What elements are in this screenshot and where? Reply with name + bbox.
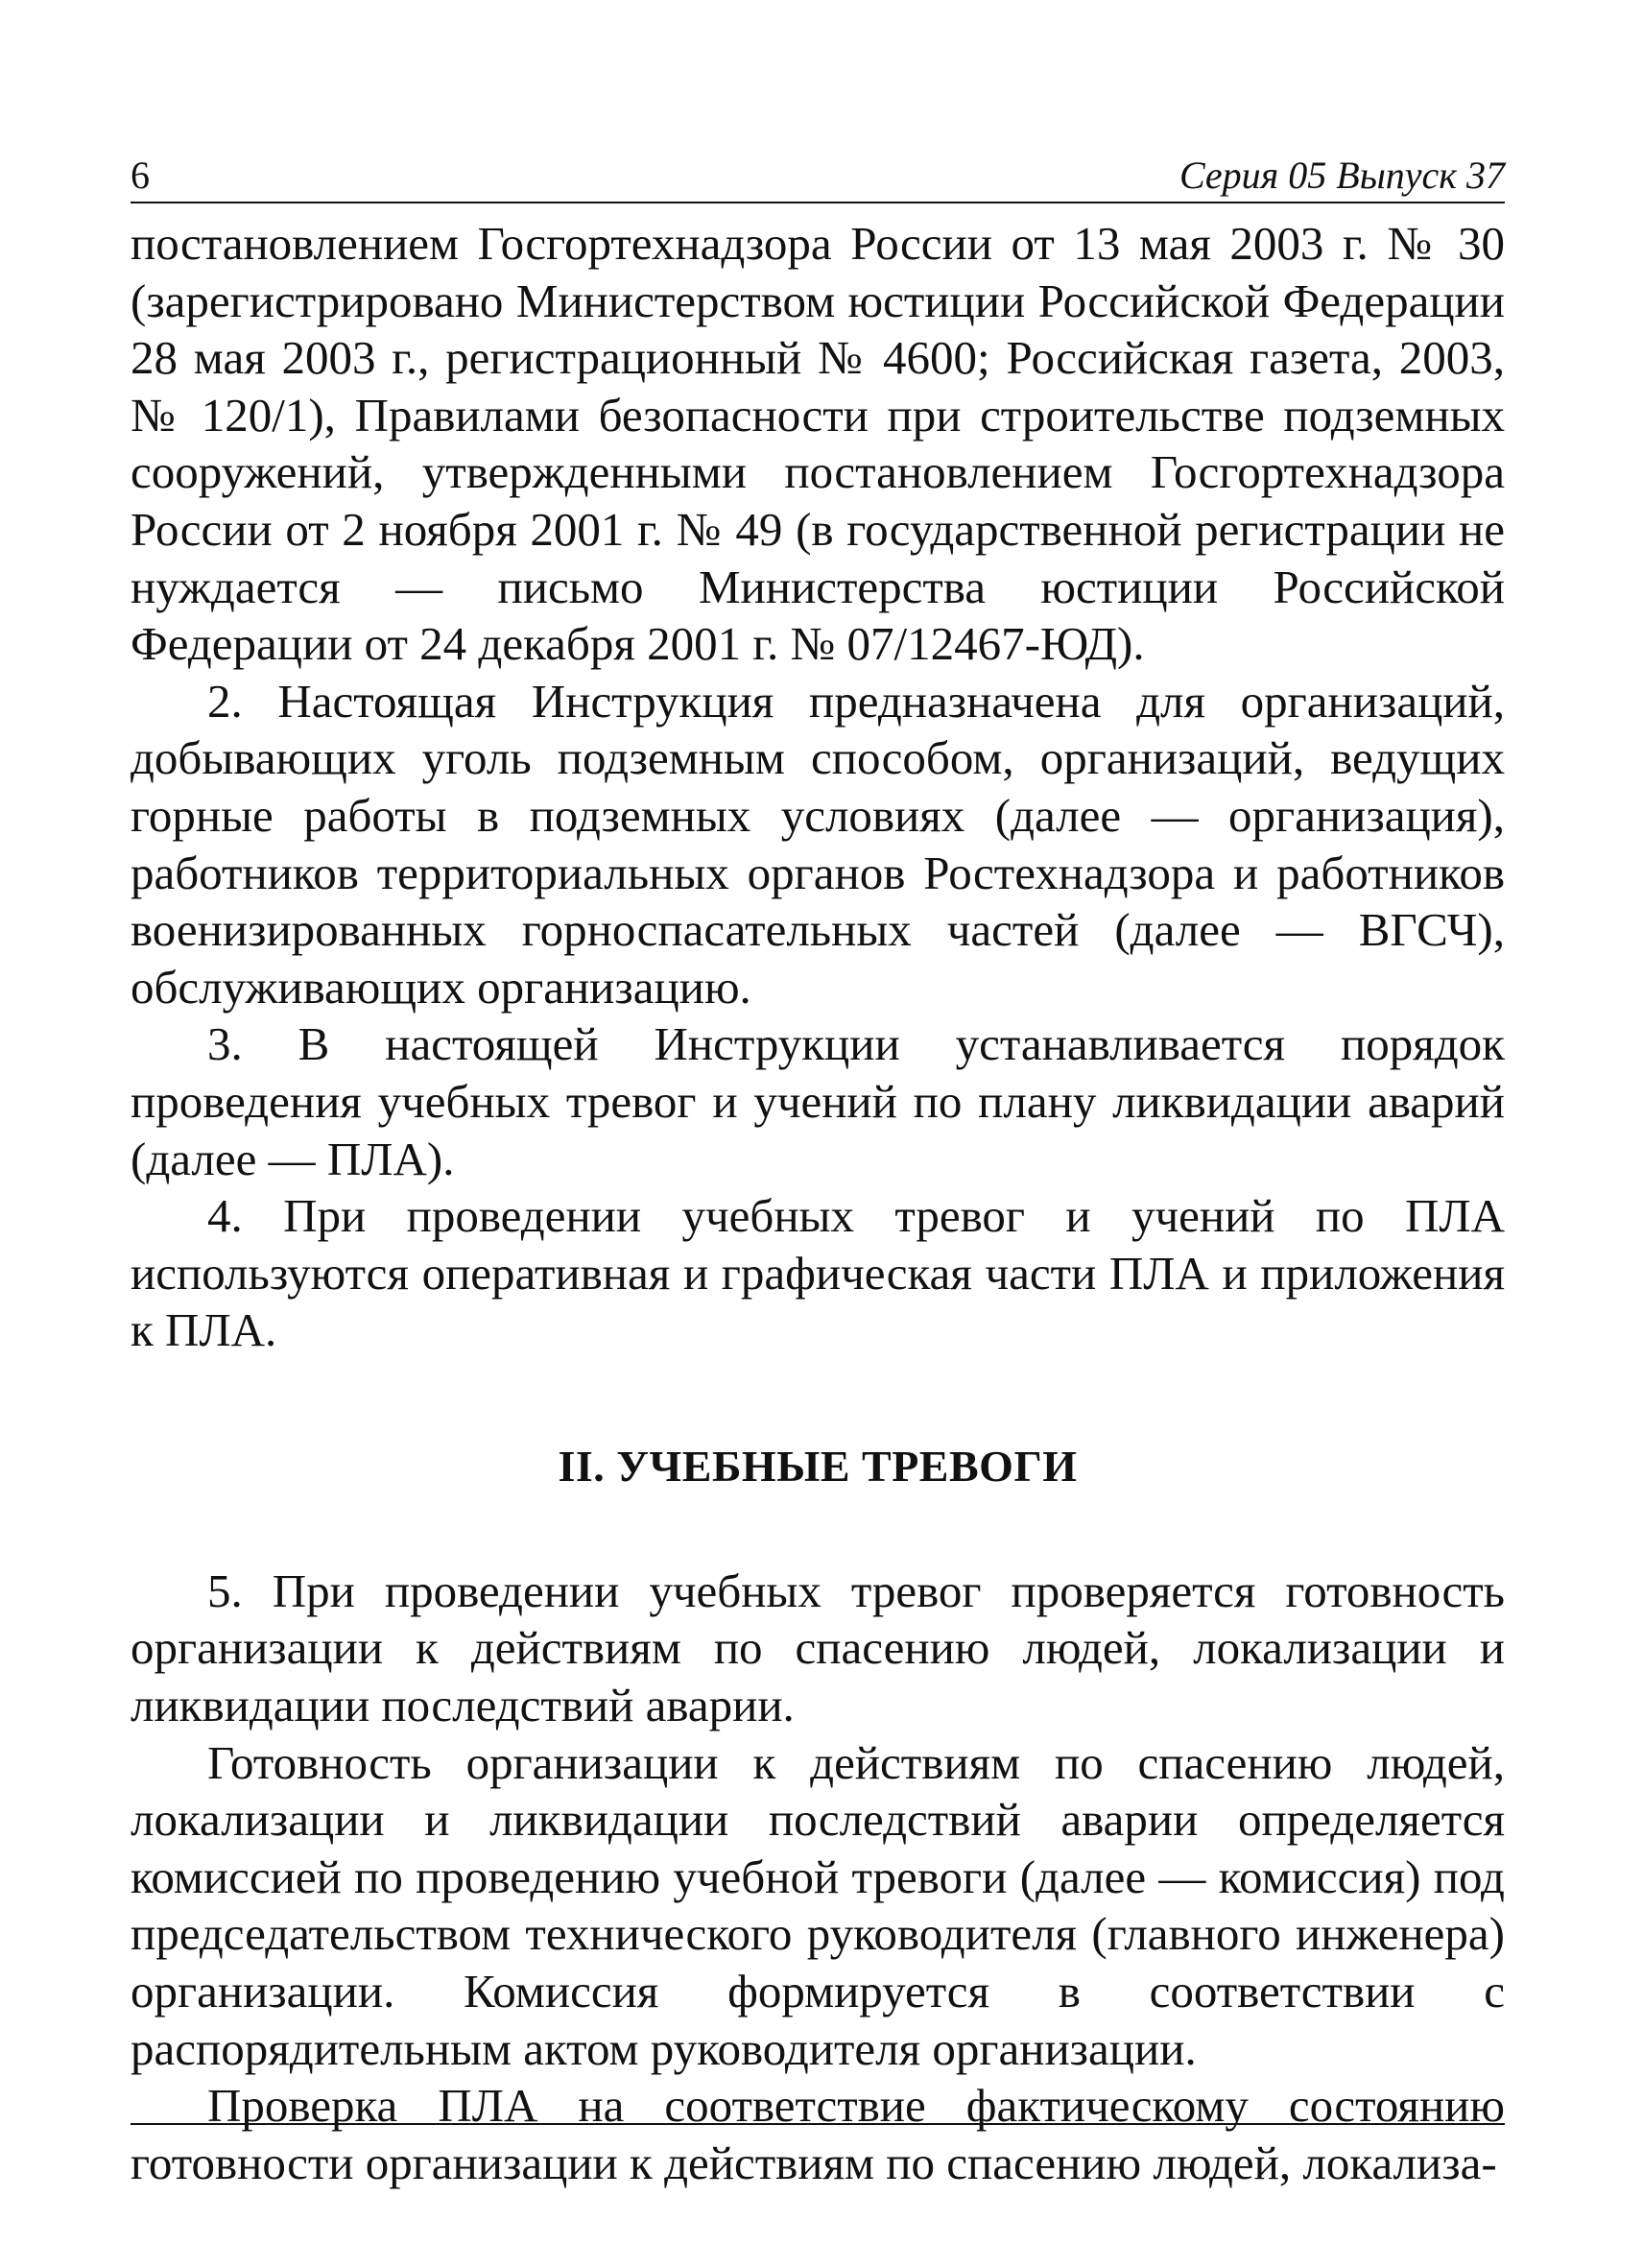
section-heading: II. УЧЕБНЫЕ ТРЕВОГИ: [558, 1441, 1078, 1491]
page-number: 6: [131, 154, 150, 197]
paragraph-pla-check: Проверка ПЛА на соответствие фактическому состоянию готовности организации к действиям по спасению людей, локализа-: [131, 2079, 1505, 2189]
document-page: [131, 144, 1505, 2189]
paragraph-item-3: 3. В настоящей Инструкции устанавливается порядок проведения учебных тревог и учений по плану ликвидации аварий (далее — ПЛА).: [131, 1017, 1505, 1185]
paragraph-item-2: 2. Настоящая Инструкция предназначена для организаций, добывающих уголь подземным способом, организаций, ведущих горные работы в подземных условиях (далее — организация), работников территориальных органов Ростехнадзора и работников военизированных горноспасательных частей (далее — ВГСЧ), обслуживающих организацию.: [131, 674, 1505, 1014]
paragraph-continuation: постановлением Госгортехнадзора России от 13 мая 2003 г. № 30 (зарегистрировано Министерством юстиции Российской Федерации 28 мая 2003 г., регистрационный № 4600; Российская газета, 2003, № 120/1), Правилами безопасности при строительстве подземных сооружений, утвержденными постановлением Госгортехнадзора России от 2 ноября 2001 г. № 49 (в государственной регистрации не нуждается — письмо Министерства юстиции Российской Федерации от 24 декабря 2001 г. № 07/12467-ЮД).: [131, 217, 1505, 671]
paragraph-item-5: 5. При проведении учебных тревог проверяется готовность организации к действиям по спасению людей, локализации и ликвидации последствий аварии.: [131, 1564, 1505, 1732]
paragraph-readiness: Готовность организации к действиям по спасению людей, локализации и ликвидации последствий аварии определяется комиссией по проведению учебной тревоги (далее — комиссия) под председательством технического руководителя (главного инженера) организации. Комиссия формируется в соответствии с распорядительным актом руководителя организации.: [131, 1735, 1505, 2075]
series-issue-label: Серия 05 Выпуск 37: [1179, 154, 1505, 197]
paragraph-item-4: 4. При проведении учебных тревог и учений по ПЛА используются оперативная и графическая части ПЛА и приложения к ПЛА.: [131, 1189, 1505, 1357]
body-text: [131, 215, 1505, 2191]
running-header: [131, 144, 1505, 203]
footer-rule: [131, 2123, 1505, 2125]
